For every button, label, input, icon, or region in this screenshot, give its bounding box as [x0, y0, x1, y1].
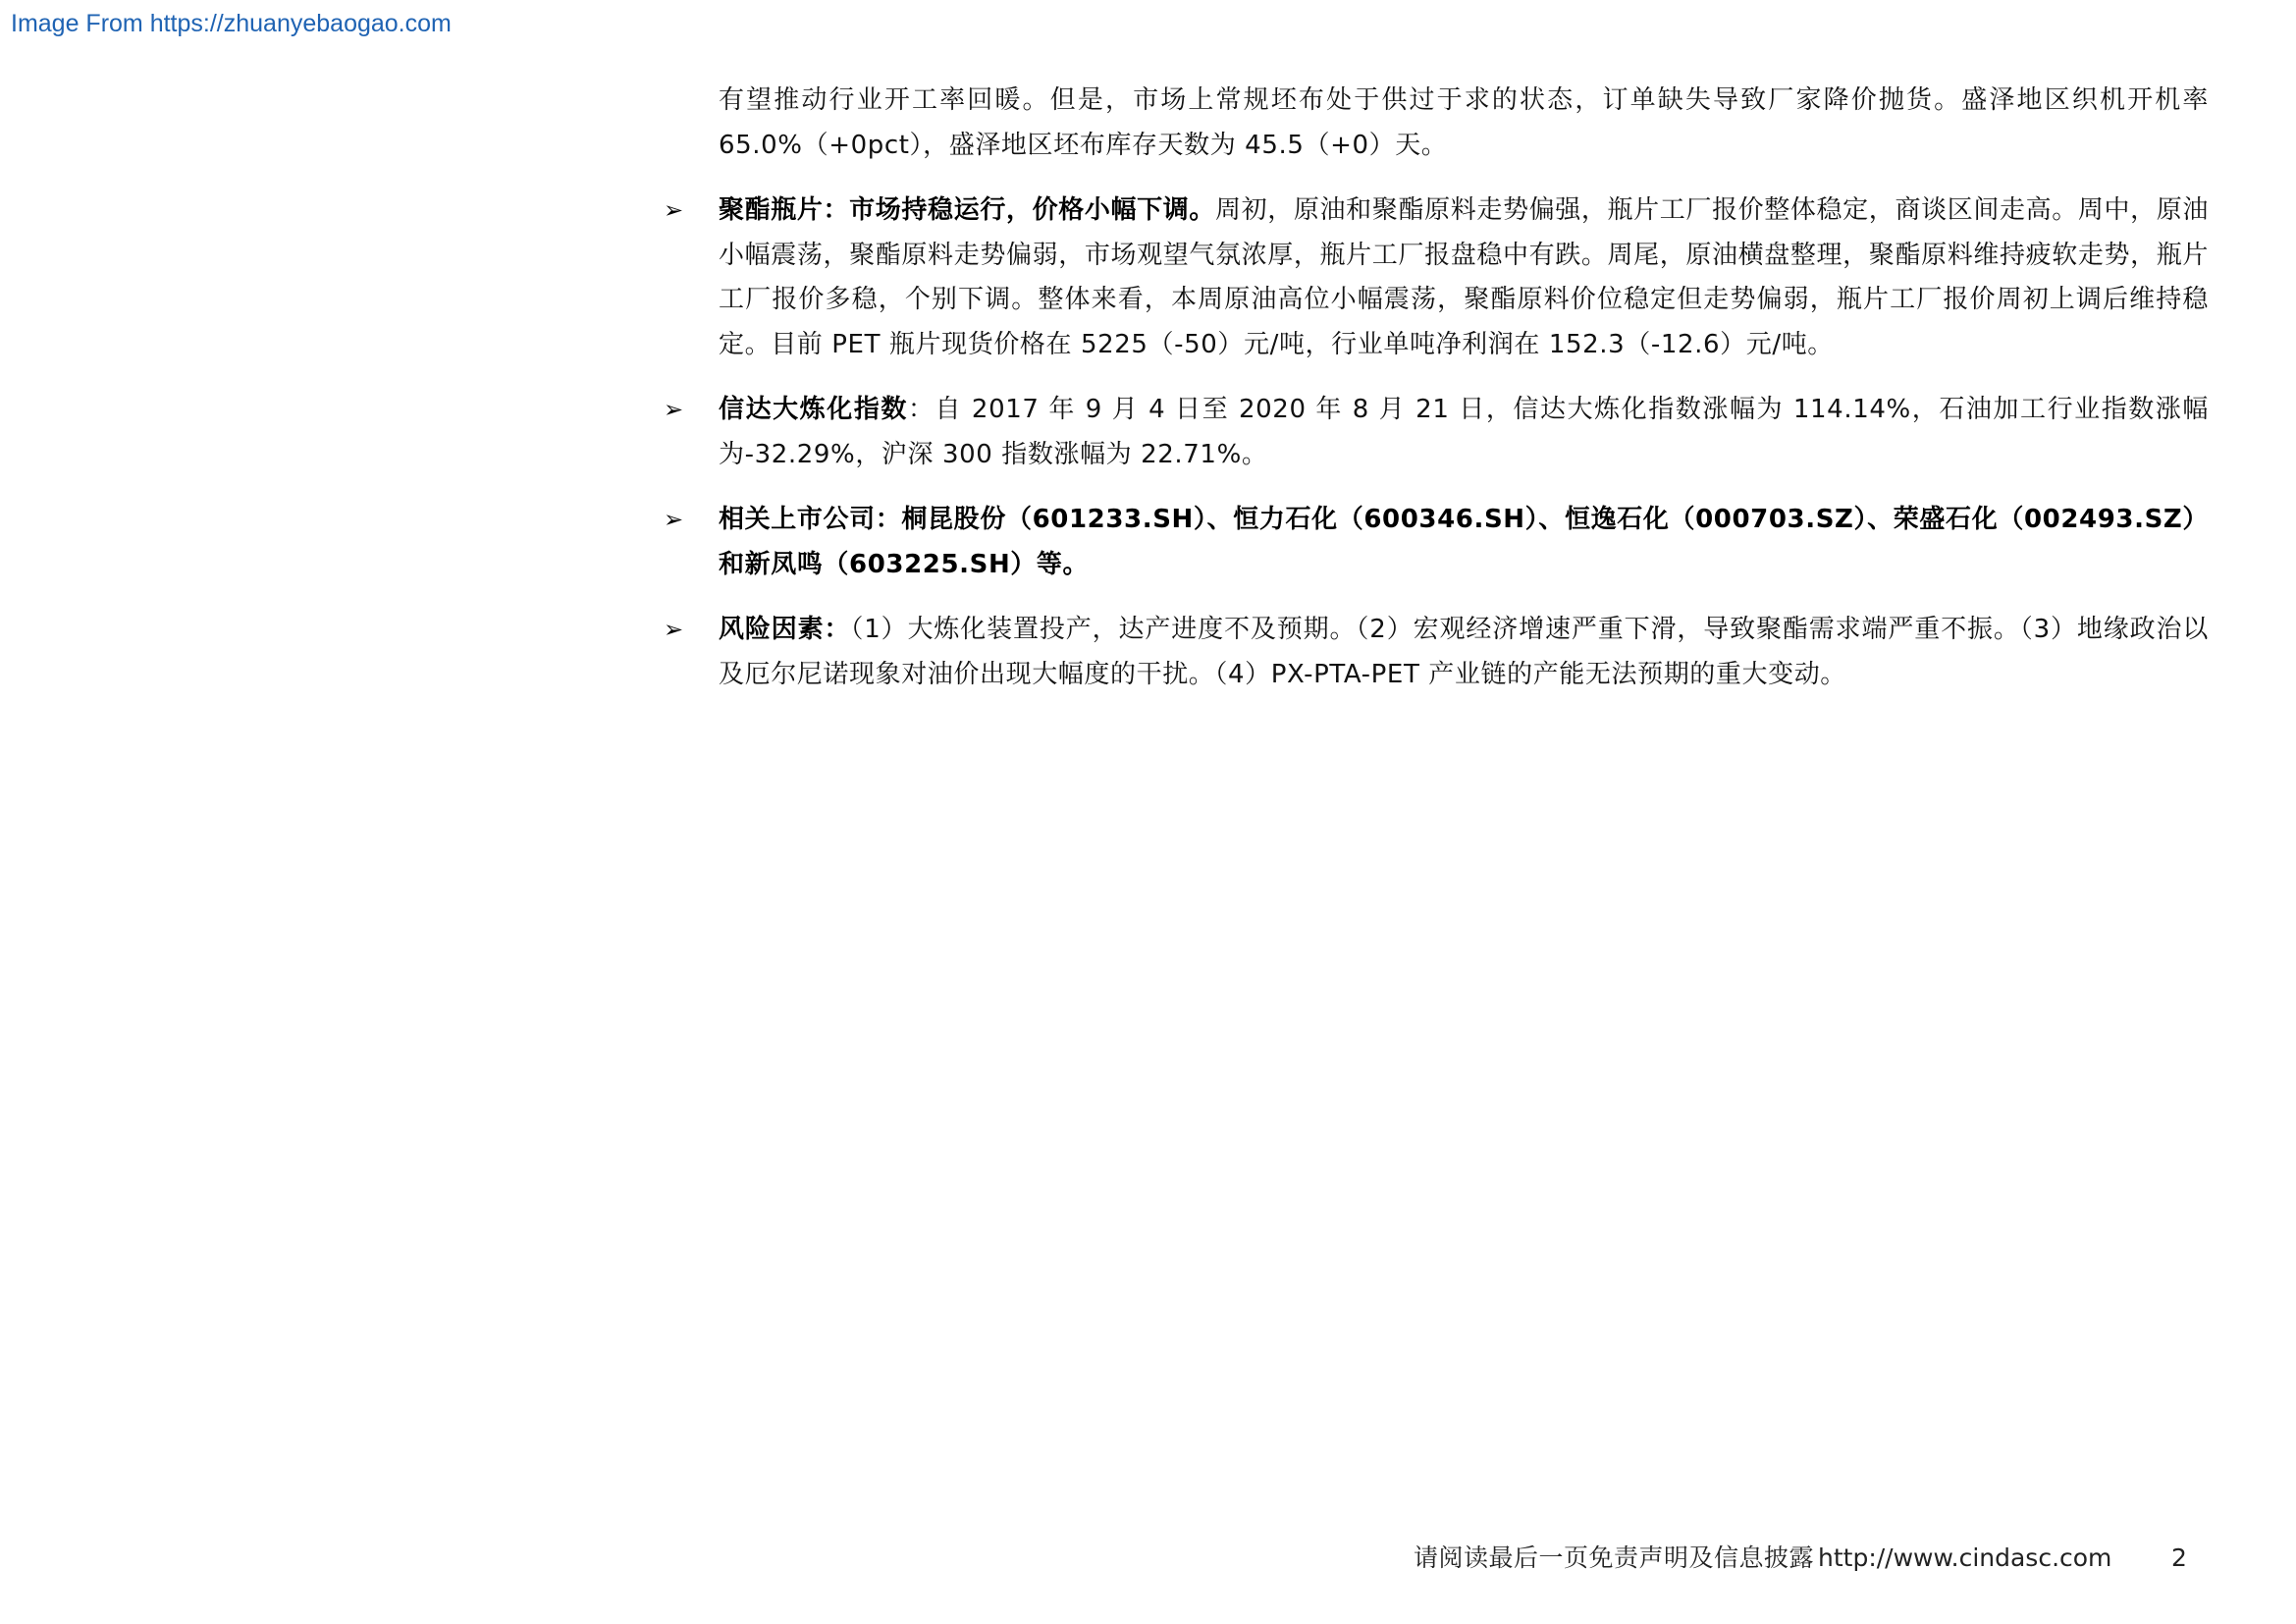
bullet-heading: 风险因素： [719, 615, 851, 644]
bullet-item-listed-companies [660, 498, 2209, 587]
arrowhead-bullet-icon: ➢ [664, 506, 684, 533]
bullet-heading: 相关上市公司：桐昆股份（601233.SH）、恒力石化（600346.SH）、恒逸石化（000703.SZ）、荣盛石化（002493.SZ）和新凤鸣（603225.SH）等。 [719, 505, 2209, 579]
arrowhead-bullet-icon: ➢ [664, 616, 684, 643]
source-watermark[interactable]: Image From https://zhuanyebaogao.com [11, 10, 452, 37]
bullet-text: （1）大炼化装置投产，达产进度不及预期。（2）宏观经济增速严重下滑，导致聚酯需求端严重不振。（3）地缘政治以及厄尔尼诺现象对油价出现大幅度的干扰。（4）PX-PTA-PET 产业链的产能无法预期的重大变动。 [719, 615, 2209, 689]
bullet-text: 周初，原油和聚酯原料走势偏强，瓶片工厂报价整体稳定，商谈区间走高。周中，原油小幅震荡，聚酯原料走势偏弱，市场观望气氛浓厚，瓶片工厂报盘稳中有跌。周尾，原油横盘整理，聚酯原料维持疲软走势，瓶片工厂报价多稳，个别下调。整体来看，本周原油高位小幅震荡，聚酯原料价位稳定但走势偏弱，瓶片工厂报价周初上调后维持稳定。目前 PET 瓶片现货价格在 5225（-50）元/吨，行业单吨净利润在 152.3（-12.6）元/吨。 [719, 195, 2209, 359]
page-footer [1414, 1542, 2218, 1581]
footer-disclaimer: 请阅读最后一页免责声明及信息披露 [1414, 1543, 1815, 1572]
arrowhead-bullet-icon: ➢ [664, 396, 684, 423]
bullet-heading: 信达大炼化指数 [719, 395, 908, 424]
bullet-item-risk-factors [660, 608, 2209, 697]
intro-paragraph: 有望推动行业开工率回暖。但是，市场上常规坯布处于供过于求的状态，订单缺失导致厂家降价抛货。盛泽地区织机开机率 65.0%（+0pct），盛泽地区坯布库存天数为 45.5（+0）天。 [719, 85, 2209, 160]
bullet-text: ：自 2017 年 9 月 4 日至 2020 年 8 月 21 日，信达大炼化指数涨幅为 114.14%，石油加工行业指数涨幅为-32.29%，沪深 300 指数涨幅为 22.71%。 [719, 395, 2209, 469]
page-number: 2 [2171, 1543, 2187, 1572]
bullet-heading: 聚酯瓶片：市场持稳运行，价格小幅下调。 [719, 195, 1216, 225]
footer-website-link[interactable]: http://www.cindasc.com [1818, 1543, 2112, 1572]
bullet-item-refining-index [660, 388, 2209, 477]
report-body [660, 79, 2209, 718]
arrowhead-bullet-icon: ➢ [664, 196, 684, 224]
bullet-item-bottle-chips [660, 189, 2209, 367]
